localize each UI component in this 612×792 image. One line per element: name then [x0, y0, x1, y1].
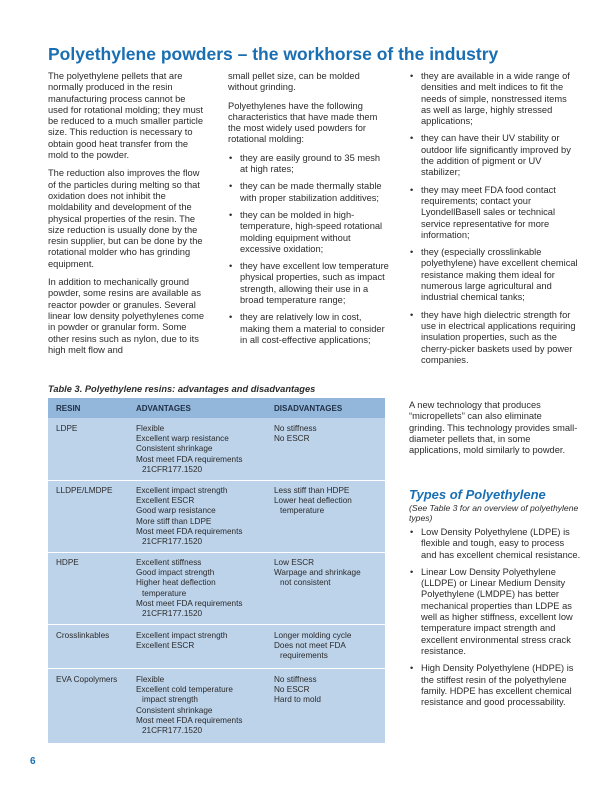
characteristics-list — [228, 153, 390, 346]
advantage: 21CFR177.1520 — [142, 726, 203, 736]
advantage: Good impact strength — [136, 568, 215, 578]
page-title: Polyethylene powders – the workhorse of the industry — [48, 44, 499, 64]
advantage: Most meet FDA requirements — [136, 715, 243, 725]
resin-name: LDPE — [56, 424, 78, 433]
intro-column — [48, 71, 208, 363]
disadvantage: Less stiff than HDPE — [274, 486, 350, 495]
advantage: Most meet FDA requirements — [136, 598, 243, 608]
list-item: • High Density Polyethylene (HDPE) is the stiffest resin of the polyethylene family. HDPE has excellent chemical resistance and good processability. — [409, 663, 581, 708]
characteristics-list — [409, 71, 579, 366]
micropellet-paragraph: A new technology that produces “micropellets” can also eliminate grinding. This technology provides small-diameter pellets that, in some applications, mold similarly to powder. — [409, 400, 578, 456]
disadvantage: Hard to mold — [274, 695, 321, 705]
list-item: • they can have their UV stability or outdoor life significantly improved by the addition of pigment or UV stabilizer; — [409, 133, 579, 178]
advantage: Excellent warp resistance — [136, 434, 229, 444]
list-item: • they can be made thermally stable with proper stabilization additives; — [228, 181, 390, 204]
row-divider — [48, 480, 385, 481]
types-section — [409, 527, 581, 714]
advantage: Excellent cold temperature — [136, 685, 233, 695]
paragraph: small pellet size, can be molded without grinding. — [228, 71, 360, 93]
resin-table — [48, 398, 385, 743]
column-header: ADVANTAGES — [136, 404, 191, 413]
paragraph: In addition to mechanically ground powder, some resins are available as reactor powder or granules. Several linear low density polyethylenes come in powder or granular form. Some other resins such as nylon, due to its high melt flow and — [48, 277, 205, 355]
row-divider — [48, 668, 385, 669]
advantage: Excellent impact strength — [136, 631, 228, 640]
disadvantage: not consistent — [280, 578, 331, 588]
disadvantage: Lower heat deflection — [274, 496, 352, 506]
list-item: • Linear Low Density Polyethylene (LLDPE) or Linear Medium Density Polyethylene (LMDPE) has better mechanical properties than LDPE as well as higher stiffness, excellent low temperature impact strength and excellent environmental stress crack resistance. — [409, 567, 581, 657]
advantage: Higher heat deflection — [136, 578, 216, 588]
advantage: More stiff than LDPE — [136, 516, 212, 526]
advantage: Excellent ESCR — [136, 641, 195, 651]
types-list — [409, 527, 581, 708]
resin-name: LLDPE/LMDPE — [56, 486, 113, 495]
page-number: 6 — [30, 756, 36, 767]
advantage: Excellent stiffness — [136, 558, 202, 567]
row-divider — [48, 624, 385, 625]
disadvantage: No stiffness — [274, 675, 317, 684]
disadvantage: No ESCR — [274, 434, 310, 444]
paragraph: The polyethylene pellets that are normally produced in the resin manufacturing process cannot be used for rotational molding; they must be reduced to a much smaller particle size. This reduction is necessary to obtain good heat transfer from the mold to the powder. — [48, 71, 204, 161]
column-header: DISADVANTAGES — [274, 404, 343, 413]
disadvantage: requirements — [280, 651, 328, 661]
advantage: Good warp resistance — [136, 506, 216, 516]
advantage: Consistent shrinkage — [136, 444, 213, 454]
advantage: 21CFR177.1520 — [142, 537, 203, 547]
table-caption: Table 3. Polyethylene resins: advantages and disadvantages — [48, 384, 316, 394]
disadvantage: Low ESCR — [274, 558, 315, 567]
advantage: Flexible — [136, 675, 165, 684]
list-item: • Low Density Polyethylene (LDPE) is flexible and tough, easy to process and has excellent chemical resistance. — [409, 527, 581, 561]
resin-name: HDPE — [56, 558, 79, 567]
disadvantage: Does not meet FDA — [274, 641, 346, 651]
column-header: RESIN — [56, 404, 81, 413]
advantage: temperature — [142, 588, 187, 598]
advantage: Most meet FDA requirements — [136, 454, 243, 464]
disadvantage: temperature — [280, 506, 325, 516]
paragraph: The reduction also improves the flow of the particles during melting so that oxidation does not inhibit the moldability and development of the physical properties of the resin. The size reduction is usually done by the resin supplier, but can be done by the rotational molder who has grinding equipment. — [48, 168, 203, 269]
resin-name: EVA Copolymers — [56, 675, 118, 684]
advantage: 21CFR177.1520 — [142, 464, 203, 474]
paragraph: Polyethylenes have the following characteristics that have made them the most widely used powders for rotational molding: — [228, 100, 378, 145]
list-item: • they may meet FDA food contact requirements; contact your LyondellBasell sales or technical service representative for more information; — [409, 185, 579, 241]
list-item: • they can be molded in high-temperature, high-speed rotational molding equipment without excessive oxidation; — [228, 210, 390, 255]
disadvantage: Longer molding cycle — [274, 631, 352, 640]
advantage: 21CFR177.1520 — [142, 609, 203, 619]
row-divider — [48, 552, 385, 553]
list-item: • they are easily ground to 35 mesh at high rates; — [228, 153, 390, 176]
section-note: (See Table 3 for an overview of polyethylene types) — [409, 503, 579, 524]
characteristics-column — [228, 71, 390, 352]
advantage: Excellent impact strength — [136, 486, 228, 495]
list-item: • they are relatively low in cost, making them a material to consider in all cost-effective applications; — [228, 312, 390, 346]
characteristics-column-continued — [409, 71, 579, 372]
disadvantage: No ESCR — [274, 685, 310, 695]
advantage: Excellent ESCR — [136, 496, 195, 506]
list-item: • they are available in a wide range of densities and melt indices to fit the needs of simple, nonstressed items as well as large, highly stressed applications; — [409, 71, 579, 127]
disadvantage: Warpage and shrinkage — [274, 568, 361, 578]
list-item: • they (especially crosslinkable polyethylene) have excellent chemical resistance making them ideal for numerous large agricultural and industrial chemical tanks; — [409, 247, 579, 303]
advantage: Consistent shrinkage — [136, 705, 213, 715]
table-header — [48, 398, 385, 418]
resin-name: Crosslinkables — [56, 631, 110, 640]
disadvantage: No stiffness — [274, 424, 317, 433]
list-item: • they have high dielectric strength for use in electrical applications requiring insulation properties, such as the cherry-picker baskets used by power companies. — [409, 310, 579, 366]
section-heading: Types of Polyethylene — [409, 487, 546, 502]
advantage: Flexible — [136, 424, 165, 433]
list-item: • they have excellent low temperature physical properties, such as impact strength, allowing their use in a broad temperature range; — [228, 261, 390, 306]
advantage: impact strength — [142, 695, 198, 705]
advantage: Most meet FDA requirements — [136, 526, 243, 536]
